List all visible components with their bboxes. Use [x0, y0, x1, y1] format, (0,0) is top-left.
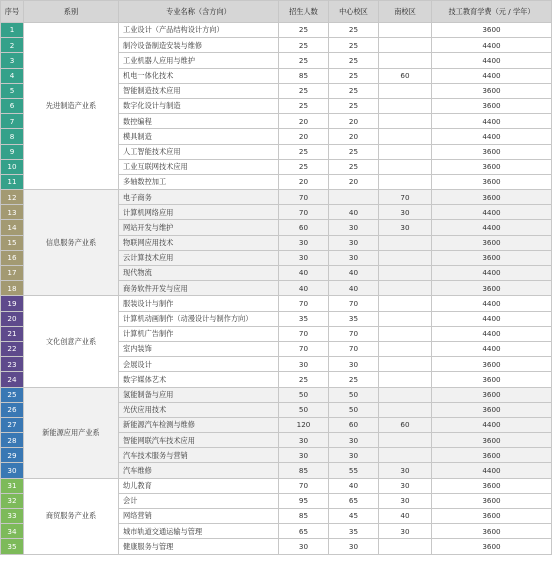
major-name: 服装设计与制作 [119, 296, 279, 311]
center-campus-count: 25 [329, 98, 379, 113]
south-campus-count: 60 [379, 417, 432, 432]
center-campus-count: 30 [329, 357, 379, 372]
enrollment-count: 95 [279, 493, 329, 508]
header-row [1, 1, 552, 23]
row-number: 20 [1, 311, 24, 326]
south-campus-count [379, 326, 432, 341]
enrollment-count: 35 [279, 311, 329, 326]
row-number: 5 [1, 83, 24, 98]
south-campus-count [379, 250, 432, 265]
center-campus-count: 30 [329, 250, 379, 265]
tuition-fee: 4400 [432, 417, 552, 432]
enrollment-count: 25 [279, 83, 329, 98]
center-campus-count: 25 [329, 372, 379, 387]
row-number: 31 [1, 478, 24, 493]
south-campus-count [379, 53, 432, 68]
tuition-fee: 3600 [432, 23, 552, 38]
tuition-fee: 4400 [432, 311, 552, 326]
enrollment-count: 25 [279, 372, 329, 387]
tuition-fee: 3600 [432, 98, 552, 113]
enrollment-count: 40 [279, 266, 329, 281]
south-campus-count [379, 235, 432, 250]
tuition-fee: 3600 [432, 83, 552, 98]
south-campus-count [379, 23, 432, 38]
south-campus-count: 30 [379, 524, 432, 539]
major-name: 多轴数控加工 [119, 174, 279, 189]
row-number: 33 [1, 509, 24, 524]
center-campus-count: 45 [329, 509, 379, 524]
tuition-fee: 4400 [432, 38, 552, 53]
department-cell: 文化创意产业系 [24, 296, 119, 387]
center-campus-count: 70 [329, 341, 379, 356]
center-campus-count: 35 [329, 524, 379, 539]
center-campus-count: 70 [329, 296, 379, 311]
department-cell: 先进制造产业系 [24, 23, 119, 190]
tuition-fee: 3600 [432, 250, 552, 265]
center-campus-count: 25 [329, 53, 379, 68]
enrollment-count: 25 [279, 98, 329, 113]
tuition-fee: 3600 [432, 402, 552, 417]
south-campus-count [379, 159, 432, 174]
row-number: 34 [1, 524, 24, 539]
row-number: 26 [1, 402, 24, 417]
south-campus-count: 30 [379, 220, 432, 235]
major-name: 数控编程 [119, 114, 279, 129]
row-number: 28 [1, 433, 24, 448]
row-number: 30 [1, 463, 24, 478]
tuition-fee: 3600 [432, 281, 552, 296]
row-number: 4 [1, 68, 24, 83]
center-campus-count: 50 [329, 387, 379, 402]
enrollment-count: 70 [279, 478, 329, 493]
south-campus-count: 30 [379, 463, 432, 478]
tuition-fee: 4400 [432, 266, 552, 281]
center-campus-count [329, 190, 379, 205]
table-row [1, 478, 552, 493]
center-campus-count: 60 [329, 417, 379, 432]
south-campus-count [379, 281, 432, 296]
tuition-fee: 3600 [432, 478, 552, 493]
south-campus-count [379, 38, 432, 53]
tuition-fee: 3600 [432, 539, 552, 554]
south-campus-count [379, 83, 432, 98]
south-campus-count [379, 296, 432, 311]
south-campus-count: 70 [379, 190, 432, 205]
south-campus-count: 40 [379, 509, 432, 524]
header-tuition: 技工教育学费（元 / 学年） [432, 1, 552, 23]
row-number: 7 [1, 114, 24, 129]
enrollment-count: 60 [279, 220, 329, 235]
enrollment-count: 30 [279, 357, 329, 372]
major-name: 计算机动画制作（动漫设计与制作方向） [119, 311, 279, 326]
south-campus-count [379, 174, 432, 189]
center-campus-count: 20 [329, 114, 379, 129]
tuition-fee: 4400 [432, 463, 552, 478]
row-number: 27 [1, 417, 24, 432]
row-number: 8 [1, 129, 24, 144]
major-name: 物联网应用技术 [119, 235, 279, 250]
table-body [1, 23, 552, 555]
tuition-fee: 4400 [432, 296, 552, 311]
south-campus-count: 60 [379, 68, 432, 83]
center-campus-count: 20 [329, 129, 379, 144]
row-number: 9 [1, 144, 24, 159]
major-name: 工业设计（产品结构设计方向） [119, 23, 279, 38]
enrollment-count: 70 [279, 205, 329, 220]
major-name: 人工智能技术应用 [119, 144, 279, 159]
tuition-fee: 4400 [432, 129, 552, 144]
enrollment-count: 25 [279, 144, 329, 159]
major-name: 会展设计 [119, 357, 279, 372]
enrollment-count: 30 [279, 250, 329, 265]
enrollment-count: 70 [279, 326, 329, 341]
enrollment-count: 20 [279, 114, 329, 129]
tuition-fee: 4400 [432, 53, 552, 68]
enrollment-count: 85 [279, 68, 329, 83]
tuition-fee: 3600 [432, 235, 552, 250]
row-number: 23 [1, 357, 24, 372]
table-row [1, 296, 552, 311]
center-campus-count: 40 [329, 478, 379, 493]
enrollment-count: 70 [279, 341, 329, 356]
tuition-fee: 3600 [432, 433, 552, 448]
center-campus-count: 40 [329, 281, 379, 296]
center-campus-count: 25 [329, 68, 379, 83]
enrollment-count: 25 [279, 23, 329, 38]
tuition-fee: 3600 [432, 174, 552, 189]
enrollment-count: 65 [279, 524, 329, 539]
south-campus-count [379, 433, 432, 448]
major-name: 光伏应用技术 [119, 402, 279, 417]
major-name: 汽车维修 [119, 463, 279, 478]
major-name: 机电一体化技术 [119, 68, 279, 83]
tuition-fee: 3600 [432, 144, 552, 159]
tuition-fee: 3600 [432, 493, 552, 508]
major-name: 新能源汽车检测与维修 [119, 417, 279, 432]
enrollment-count: 30 [279, 539, 329, 554]
center-campus-count: 30 [329, 448, 379, 463]
south-campus-count [379, 387, 432, 402]
center-campus-count: 50 [329, 402, 379, 417]
major-name: 工业互联网技术应用 [119, 159, 279, 174]
south-campus-count [379, 129, 432, 144]
major-name: 计算机广告制作 [119, 326, 279, 341]
enrollment-count: 30 [279, 235, 329, 250]
enrollment-count: 70 [279, 190, 329, 205]
enrollment-count: 30 [279, 433, 329, 448]
header-department: 系别 [24, 1, 119, 23]
tuition-fee: 4400 [432, 326, 552, 341]
row-number: 2 [1, 38, 24, 53]
south-campus-count [379, 98, 432, 113]
row-number: 16 [1, 250, 24, 265]
south-campus-count [379, 341, 432, 356]
row-number: 12 [1, 190, 24, 205]
center-campus-count: 20 [329, 174, 379, 189]
tuition-fee: 3600 [432, 372, 552, 387]
enrollment-count: 40 [279, 281, 329, 296]
table-row [1, 190, 552, 205]
row-number: 1 [1, 23, 24, 38]
center-campus-count: 40 [329, 266, 379, 281]
department-cell: 信息服务产业系 [24, 190, 119, 296]
tuition-fee: 4400 [432, 205, 552, 220]
tuition-fee: 3600 [432, 448, 552, 463]
south-campus-count [379, 372, 432, 387]
row-number: 3 [1, 53, 24, 68]
center-campus-count: 30 [329, 220, 379, 235]
enrollment-count: 120 [279, 417, 329, 432]
enrollment-count: 50 [279, 402, 329, 417]
major-name: 智能网联汽车技术应用 [119, 433, 279, 448]
major-name: 制冷设备制造安装与维修 [119, 38, 279, 53]
enrollment-count: 25 [279, 38, 329, 53]
row-number: 15 [1, 235, 24, 250]
major-name: 现代物流 [119, 266, 279, 281]
major-name: 云计算技术应用 [119, 250, 279, 265]
center-campus-count: 25 [329, 23, 379, 38]
major-name: 电子商务 [119, 190, 279, 205]
tuition-fee: 4400 [432, 114, 552, 129]
tuition-fee: 3600 [432, 524, 552, 539]
major-name: 网站开发与维护 [119, 220, 279, 235]
major-name: 室内装饰 [119, 341, 279, 356]
tuition-fee: 3600 [432, 357, 552, 372]
row-number: 35 [1, 539, 24, 554]
header-no: 序号 [1, 1, 24, 23]
center-campus-count: 25 [329, 144, 379, 159]
major-name: 氢能制备与应用 [119, 387, 279, 402]
enrollment-count: 20 [279, 129, 329, 144]
row-number: 25 [1, 387, 24, 402]
south-campus-count: 30 [379, 205, 432, 220]
row-number: 14 [1, 220, 24, 235]
center-campus-count: 65 [329, 493, 379, 508]
header-enrollment: 招生人数 [279, 1, 329, 23]
south-campus-count [379, 357, 432, 372]
south-campus-count [379, 448, 432, 463]
department-cell: 新能源应用产业系 [24, 387, 119, 478]
center-campus-count: 30 [329, 235, 379, 250]
row-number: 29 [1, 448, 24, 463]
header-center-campus: 中心校区 [329, 1, 379, 23]
header-south-campus: 南校区 [379, 1, 432, 23]
center-campus-count: 55 [329, 463, 379, 478]
major-name: 幼儿教育 [119, 478, 279, 493]
tuition-fee: 4400 [432, 220, 552, 235]
south-campus-count [379, 144, 432, 159]
row-number: 6 [1, 98, 24, 113]
tuition-fee: 3600 [432, 159, 552, 174]
center-campus-count: 70 [329, 326, 379, 341]
major-name: 智能制造技术应用 [119, 83, 279, 98]
major-name: 商务软件开发与应用 [119, 281, 279, 296]
major-name: 数字媒体艺术 [119, 372, 279, 387]
south-campus-count [379, 114, 432, 129]
tuition-fee: 3600 [432, 190, 552, 205]
header-major: 专业名称（含方向） [119, 1, 279, 23]
enrollment-count: 85 [279, 463, 329, 478]
tuition-fee: 3600 [432, 509, 552, 524]
enrollment-count: 50 [279, 387, 329, 402]
table-row [1, 23, 552, 38]
tuition-fee: 3600 [432, 387, 552, 402]
major-name: 健康服务与管理 [119, 539, 279, 554]
center-campus-count: 25 [329, 159, 379, 174]
major-name: 工业机器人应用与维护 [119, 53, 279, 68]
table-row [1, 387, 552, 402]
major-name: 计算机网络应用 [119, 205, 279, 220]
center-campus-count: 35 [329, 311, 379, 326]
major-name: 数字化设计与制造 [119, 98, 279, 113]
enrollment-count: 30 [279, 448, 329, 463]
row-number: 10 [1, 159, 24, 174]
center-campus-count: 40 [329, 205, 379, 220]
enrollment-count: 85 [279, 509, 329, 524]
row-number: 24 [1, 372, 24, 387]
south-campus-count: 30 [379, 493, 432, 508]
center-campus-count: 30 [329, 539, 379, 554]
south-campus-count [379, 539, 432, 554]
row-number: 18 [1, 281, 24, 296]
center-campus-count: 30 [329, 433, 379, 448]
south-campus-count [379, 311, 432, 326]
center-campus-count: 25 [329, 38, 379, 53]
south-campus-count: 30 [379, 478, 432, 493]
south-campus-count [379, 266, 432, 281]
major-name: 会计 [119, 493, 279, 508]
enrollment-count: 25 [279, 159, 329, 174]
major-name: 网络营销 [119, 509, 279, 524]
row-number: 13 [1, 205, 24, 220]
major-name: 汽车技术服务与营销 [119, 448, 279, 463]
row-number: 22 [1, 341, 24, 356]
south-campus-count [379, 402, 432, 417]
department-cell: 商贸服务产业系 [24, 478, 119, 554]
major-name: 城市轨道交通运输与管理 [119, 524, 279, 539]
row-number: 11 [1, 174, 24, 189]
row-number: 21 [1, 326, 24, 341]
major-name: 模具制造 [119, 129, 279, 144]
enrollment-count: 20 [279, 174, 329, 189]
center-campus-count: 25 [329, 83, 379, 98]
row-number: 32 [1, 493, 24, 508]
tuition-fee: 4400 [432, 68, 552, 83]
enrollment-count: 70 [279, 296, 329, 311]
enrollment-count: 25 [279, 53, 329, 68]
row-number: 17 [1, 266, 24, 281]
row-number: 19 [1, 296, 24, 311]
tuition-fee: 4400 [432, 341, 552, 356]
